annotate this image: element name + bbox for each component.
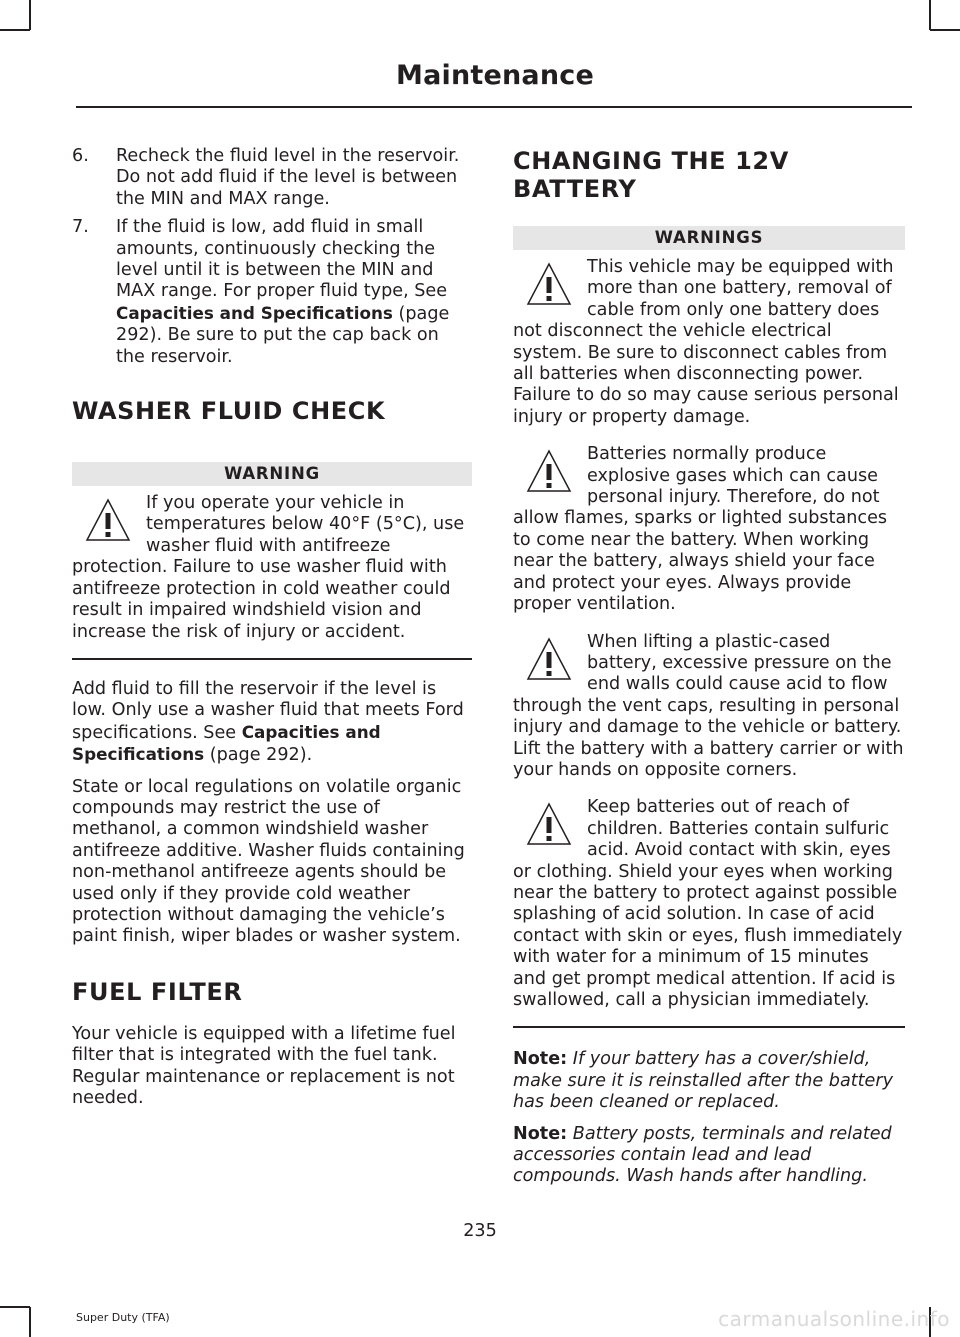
note-text: Battery posts, terminals and related accessories contain lead and lead compounds. Wash hands after handling.	[513, 1123, 892, 1187]
warning-block	[513, 257, 905, 428]
watermark: carmanualsonline.info	[718, 1307, 950, 1331]
fuel-filter-text: Your vehicle is equipped with a lifetime fuel filter that is integrated with the fuel tank. Regular maintenance or replacement is not needed.	[72, 1023, 456, 1108]
step-number: 7.	[72, 217, 89, 238]
document-title: Super Duty (TFA)	[76, 1311, 170, 1324]
step-6	[72, 146, 472, 210]
step-text-part: If the fluid is low, add fluid in small amounts, continuously checking the level until it is between the MIN and MAX range. For proper fluid type, See	[116, 217, 448, 302]
paragraph-part: (page 292).	[204, 745, 313, 766]
warning-text: Batteries normally produce explosive gases which can cause personal injury. Therefore, do not allow flames, sparks or lighted substances to come near the battery. When working near the battery, always shield your face and protect your eyes. Always provide proper ventilation.	[513, 444, 888, 615]
warnings-bar: WARNINGS	[513, 226, 905, 250]
paragraph-part: Add fluid to fill the reservoir if the level is low. Only use a washer fluid that meets Ford specifications. See	[72, 678, 464, 743]
capacities-link[interactable]: Capacities and Specifications	[116, 302, 393, 323]
fuel-filter-heading: FUEL FILTER	[72, 977, 243, 1006]
left-column	[72, 146, 472, 1119]
step-7	[72, 217, 472, 368]
step-text-part: (page 292). Be sure to put the cap back on the reservoir.	[116, 303, 450, 367]
washer-fluid-heading: WASHER FLUID CHECK	[72, 397, 386, 426]
warning-triangle-icon	[525, 636, 573, 682]
warning-divider	[513, 1026, 905, 1028]
note	[513, 1049, 905, 1113]
step-text	[116, 217, 472, 368]
note	[513, 1124, 905, 1188]
warning-text: If you operate your vehicle in temperatures below 40°F (5°C), use washer fluid with antifreeze protection. Failure to use washer fluid with antifreeze protection in cold weather could result in impaired windshield vision and increase the risk of injury or accident.	[72, 493, 465, 642]
step-number: 6.	[72, 146, 89, 166]
warning-text: This vehicle may be equipped with more than one battery, removal of cable from only one battery does not disconnect the vehicle electrical system. Be sure to disconnect cables from all batteries when disconnecting power. Failure to do so may cause serious personal injury or property damage.	[513, 257, 899, 427]
warning-bar: WARNING	[72, 462, 472, 486]
warning-triangle-icon	[525, 448, 573, 494]
warning-triangle-icon	[525, 261, 573, 307]
warning-block	[513, 797, 905, 1011]
header-divider	[76, 106, 912, 108]
warning-divider	[72, 658, 472, 660]
note-label: Note:	[513, 1123, 568, 1144]
crop-mark	[29, 1307, 31, 1337]
page-number: 235	[463, 1221, 497, 1241]
crop-mark	[929, 0, 931, 30]
warning-block	[513, 444, 905, 615]
note-text: If your battery has a cover/shield, make sure it is reinstalled after the battery has been cleaned or replaced.	[513, 1049, 894, 1113]
warning-block	[72, 493, 472, 643]
washer-paragraph	[72, 679, 472, 767]
warning-triangle-icon	[525, 801, 573, 847]
note-label: Note:	[513, 1049, 568, 1070]
step-text: Recheck the fluid level in the reservoir. Do not add fluid if the level is between the MIN and MAX range.	[116, 146, 460, 209]
washer-paragraph: State or local regulations on volatile organic compounds may restrict the use of methanol, a common windshield washer antifreeze additive. Washer fluids containing non-methanol antifreeze agents should be used only if they provide cold weather protection without damaging the vehicle’s paint finish, wiper blades or washer system.	[72, 776, 465, 947]
crop-mark	[930, 29, 960, 31]
crop-mark	[0, 29, 30, 31]
capacities-link[interactable]: Capacities and Specifications	[72, 721, 381, 765]
warning-block	[513, 632, 905, 782]
warning-text: Keep batteries out of reach of children. Batteries contain sulfuric acid. Avoid contact with skin, eyes or clothing. Shield your eyes when working near the battery to protect against possible splashing of acid solution. In case of acid contact with skin or eyes, flush immediately with water for a minimum of 15 minutes and get prompt medical attention. If acid is swallowed, call a physician immediately.	[513, 797, 903, 1010]
page-section-title: Maintenance	[396, 60, 594, 91]
right-column	[513, 146, 905, 1198]
crop-mark	[0, 1306, 30, 1308]
battery-heading: CHANGING THE 12V BATTERY	[513, 147, 789, 203]
warning-text: When lifting a plastic-cased battery, excessive pressure on the end walls could cause acid to flow through the vent caps, resulting in personal injury and damage to the vehicle or battery. Lift the battery with a battery carrier or with your hands on opposite corners.	[513, 631, 904, 780]
warning-triangle-icon	[84, 497, 132, 543]
crop-mark	[29, 0, 31, 30]
